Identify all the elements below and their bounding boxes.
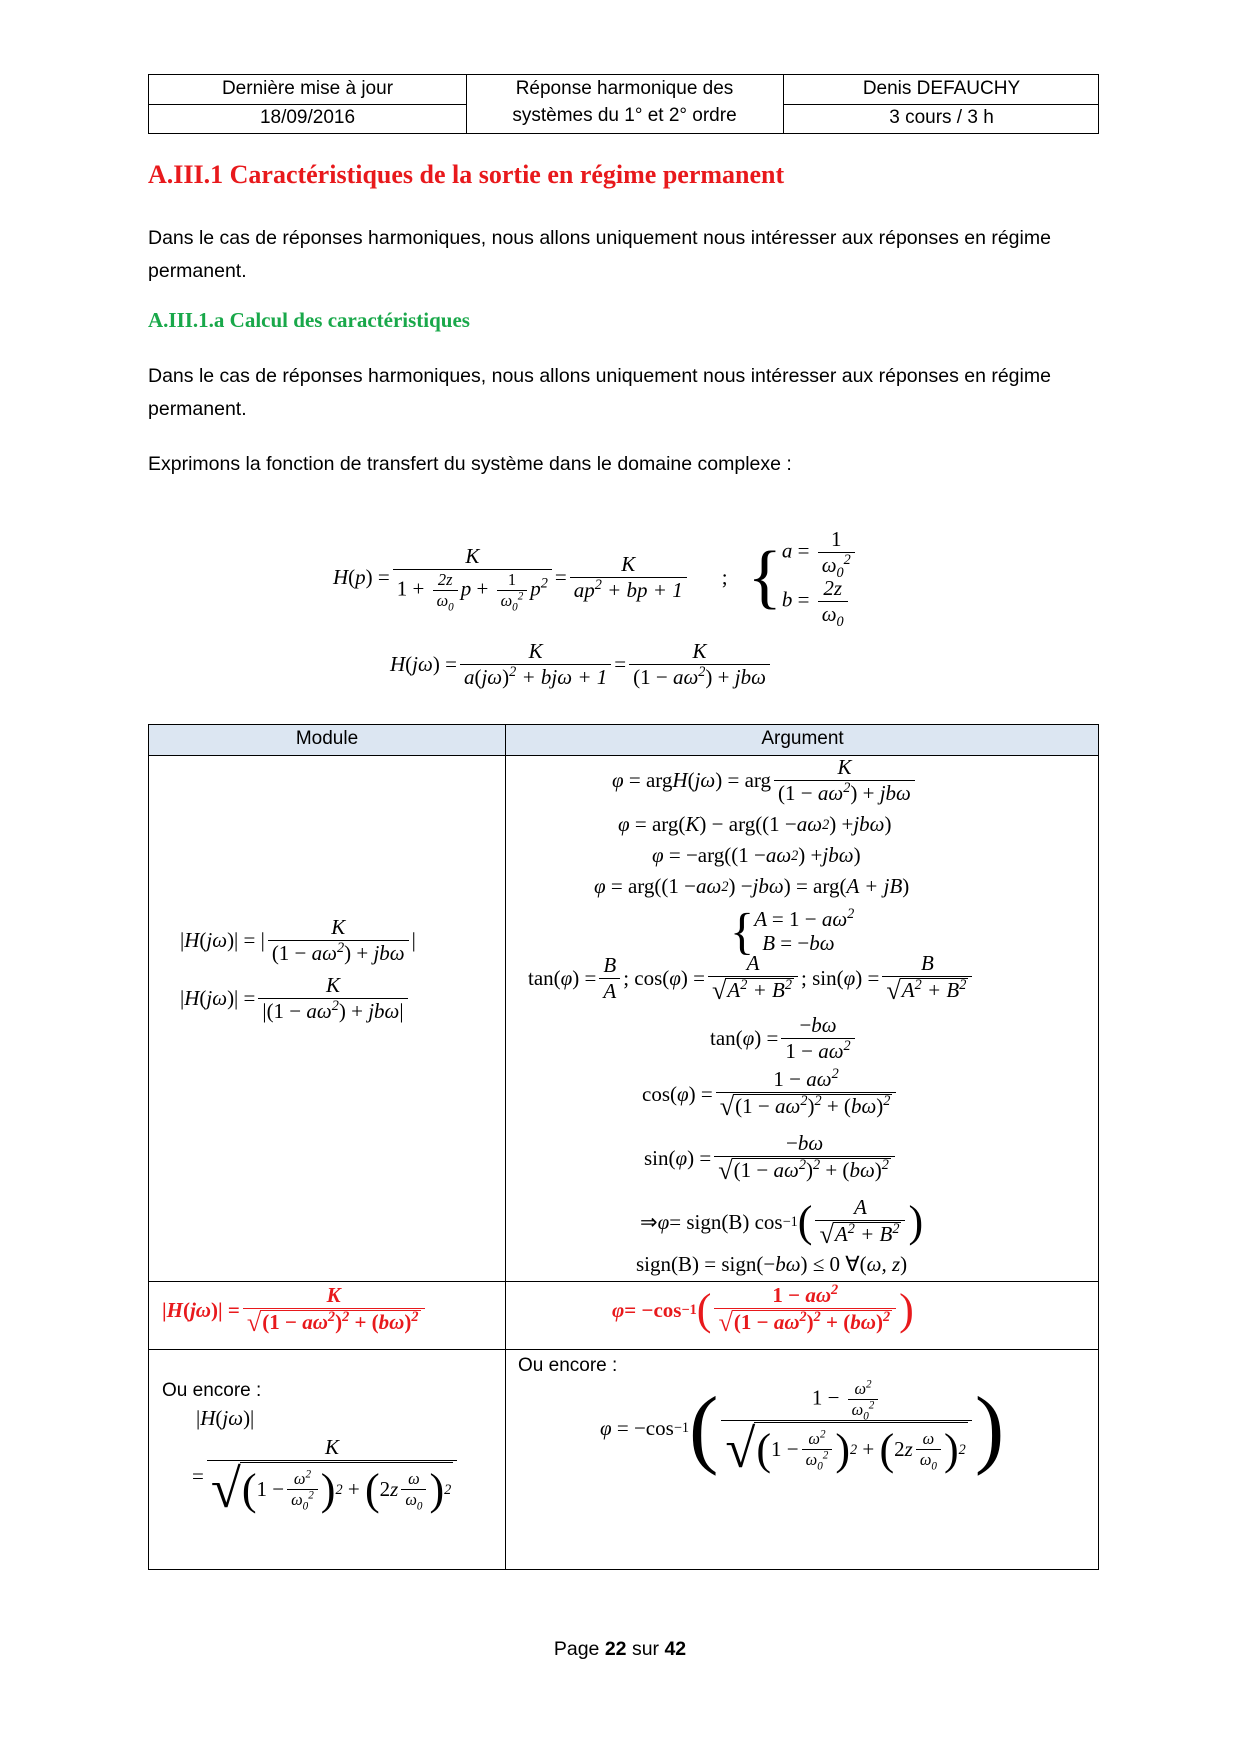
subsection-title: A.III.1.a Calcul des caractéristiques <box>148 308 470 332</box>
arg-system-ab: { $A = 1 - a\omega^2$ B = −bω <box>730 903 855 959</box>
ou-encore-right: Ou encore : <box>518 1355 618 1376</box>
page-number: 22 <box>604 1638 627 1660</box>
equation-hp: H ( p ) = K 1 + $\frac{2z}{\omega_0}$ p + $\frac{1}{\omega_0^2}$ $p^2$ = $\frac{K}{ap^2 + bp + 1}$ ; { a = $\frac{1}{\omega_0^2}$ b = $\frac{2z}{\omega_0}$ <box>333 528 858 626</box>
module-result: | H ( jω )| = K √ $(1 - a\omega^2)^2 + (b\omega)^2$ <box>162 1284 428 1336</box>
col-module-header: Module <box>295 728 359 749</box>
arg-eq-1: φ = arg H ( jω ) = arg K $(1 - a\omega^2) + jb\omega$ <box>612 756 918 805</box>
sub-line1: Dans le cas de réponses harmoniques, nous allons uniquement nous intéresser aux réponses en régime <box>148 365 1051 387</box>
arg-sign: sign(B) = sign(− bω ) ≤ 0 ∀( ω, z ) <box>636 1252 908 1276</box>
page-total: 42 <box>664 1638 687 1660</box>
last-update-label: Dernière mise à jour <box>221 78 394 99</box>
sub-paragraph <box>148 360 1108 426</box>
arg-acos: ⇒ φ = sign(B) cos −1 ( A √ $A^2 + B^2$ ) <box>640 1195 924 1250</box>
table-divider <box>149 1349 1098 1350</box>
arg-eq-3: φ = −arg((1 − aω 2 ) + jbω ) <box>652 843 861 867</box>
page-sep: sur <box>631 1638 660 1660</box>
transfer-intro: Exprimons la fonction de transfert du système dans le domaine complexe : <box>148 453 792 475</box>
author: Denis DEFAUCHY <box>862 78 1021 99</box>
arg-sin: sin( φ ) = −bω √ $(1 - a\omega^2)^2 + (b\omega)^2$ <box>644 1132 898 1184</box>
arg-eq-2: φ = arg( K ) − arg((1 − aω 2 ) + jbω ) <box>618 812 892 836</box>
module-eq-2: | H ( jω )| = K $|(1 - a\omega^2) + jb\omega|$ <box>180 974 411 1023</box>
doc-title-line1: Réponse harmonique des <box>515 78 734 99</box>
argument-result: φ = −cos −1 ( $1 - a\omega^2$ √ $(1 - a\omega^2)^2 + (b\omega)^2$ ) <box>612 1282 914 1338</box>
intro-line1: Dans le cas de réponses harmoniques, nous allons uniquement nous intéresser aux réponses en régime <box>148 227 1051 249</box>
header-table <box>148 74 1099 134</box>
equation-hjw: H ( jω ) = K $a(j\omega)^2 + bj\omega + 1$ = K $(1 - a\omega^2) + jb\omega$ <box>390 640 773 689</box>
module-alt: = K √ ( 1 − $\frac{\omega^2}{\omega_0^2}$ ) 2 + ( 2 z ω $\omega_0$ ) 2 <box>192 1436 460 1517</box>
intro-line2: permanent. <box>148 260 247 282</box>
argument-alt: φ = −cos −1 ( 1 − $\frac{\omega^2}{\omega_0^2}$ √ ( 1 − $\frac{\omega^2}{\omega_0^2}$ ) 2 + ( 2 z ω $\omega_0$ ) 2 ) <box>600 1378 1005 1479</box>
module-alt-lhs: | H ( jω )| <box>196 1406 255 1430</box>
col-argument-header: Argument <box>761 728 844 749</box>
last-update-date: 18/09/2016 <box>259 107 356 128</box>
module-eq-1: | H ( jω )| = | K $(1 - a\omega^2) + jb\omega$ | <box>180 915 416 966</box>
page-footer <box>0 1638 1240 1661</box>
intro-paragraph <box>148 222 1108 288</box>
section-title: A.III.1 Caractéristiques de la sortie en régime permanent <box>148 160 785 189</box>
page-prefix: Page <box>553 1638 600 1660</box>
doc-title-line2: systèmes du 1° et 2° ordre <box>512 105 737 126</box>
ou-encore-left: Ou encore : <box>162 1380 262 1401</box>
table-divider <box>505 725 506 1569</box>
sub-line2: permanent. <box>148 398 247 420</box>
arg-eq-4: φ = arg((1 − aω 2 ) − jbω ) = arg( A + jB ) <box>594 874 910 898</box>
table-divider <box>149 1281 1098 1282</box>
arg-cos: cos( φ ) = $1 - a\omega^2$ √ $(1 - a\omega^2)^2 + (b\omega)^2$ <box>642 1068 899 1120</box>
arg-trig-defs: tan( φ ) = $\frac{B}{A}$ ; cos( φ ) = A √ $A^2 + B^2$ ; sin( φ ) = B √ $A^2 + B^2$ <box>528 952 975 1004</box>
arg-tan: tan( φ ) = $\frac{-b\omega}{1 - a\omega^2}$ <box>710 1014 858 1063</box>
duration: 3 cours / 3 h <box>889 107 994 128</box>
